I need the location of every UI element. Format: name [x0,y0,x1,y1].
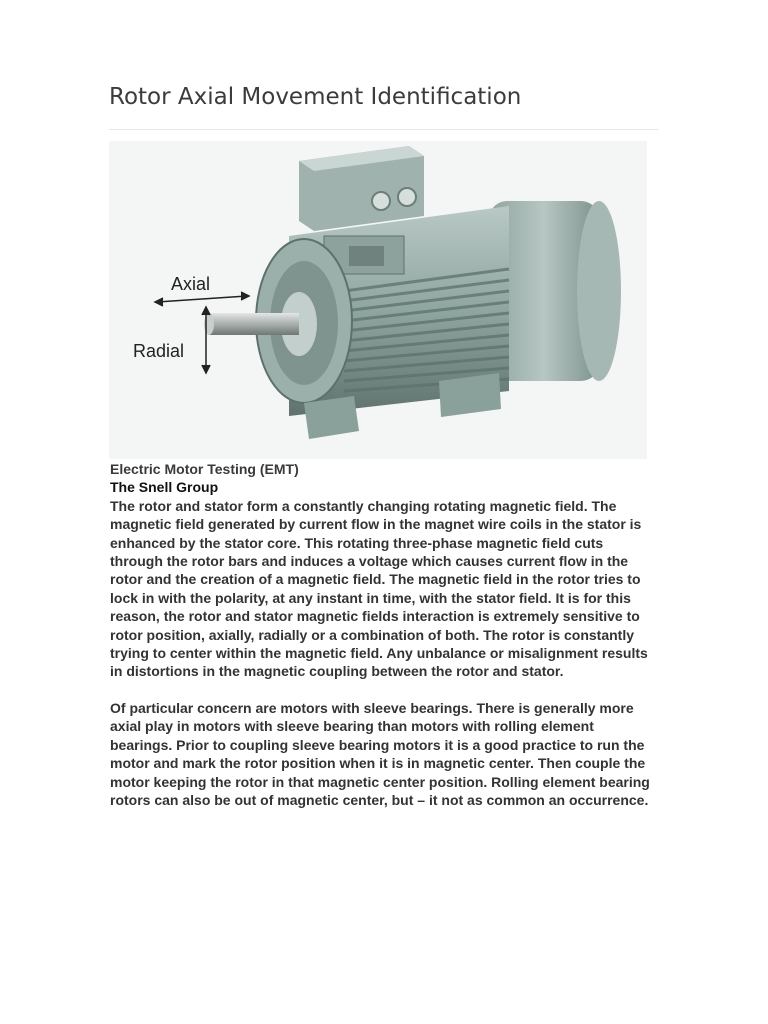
electric-motor-illustration [109,141,647,459]
article-subtitle: Electric Motor Testing (EMT) [110,461,299,477]
rotor-shaft [204,313,299,335]
organization-name: The Snell Group [110,479,219,496]
radial-label: Radial [133,341,185,361]
article-body [110,460,658,809]
paragraph-2: Of particular concern are motors with sleeve bearings. There is generally more axial play in motors with sleeve bearing than motors with rolling element bearings. Prior to coupling sleeve bearing motors it is a good practice to run the motor and mark the rotor position when it is in magnetic center. Then couple the motor keeping the rotor in that magnetic center position. Rolling element bearing rotors can also be out of magnetic center, but – it not as common an occurrence. [110,699,650,808]
axial-label: Axial [171,274,211,294]
motor-figure [109,141,647,459]
title-divider [109,129,658,130]
page-title: Rotor Axial Movement Identification [109,84,522,110]
paragraph-1: The rotor and stator form a constantly changing rotating magnetic field. The magnetic field generated by current flow in the magnet wire coils in the stator is enhanced by the stator core. This rotating three-phase magnetic field cuts through the rotor bars and induces a voltage which causes current flow in the rotor and the creation of a magnetic field. The magnetic field in the rotor tries to lock in with the polarity, at any instant in time, with the stator field. It is for this reason, the rotor and stator magnetic fields interaction is extremely sensitive to rotor position, axially, radially or a combination of both. The rotor is constantly trying to center within the magnetic field. Any unbalance or misalignment results in distortions in the magnetic coupling between the rotor and stator. [110,497,648,680]
